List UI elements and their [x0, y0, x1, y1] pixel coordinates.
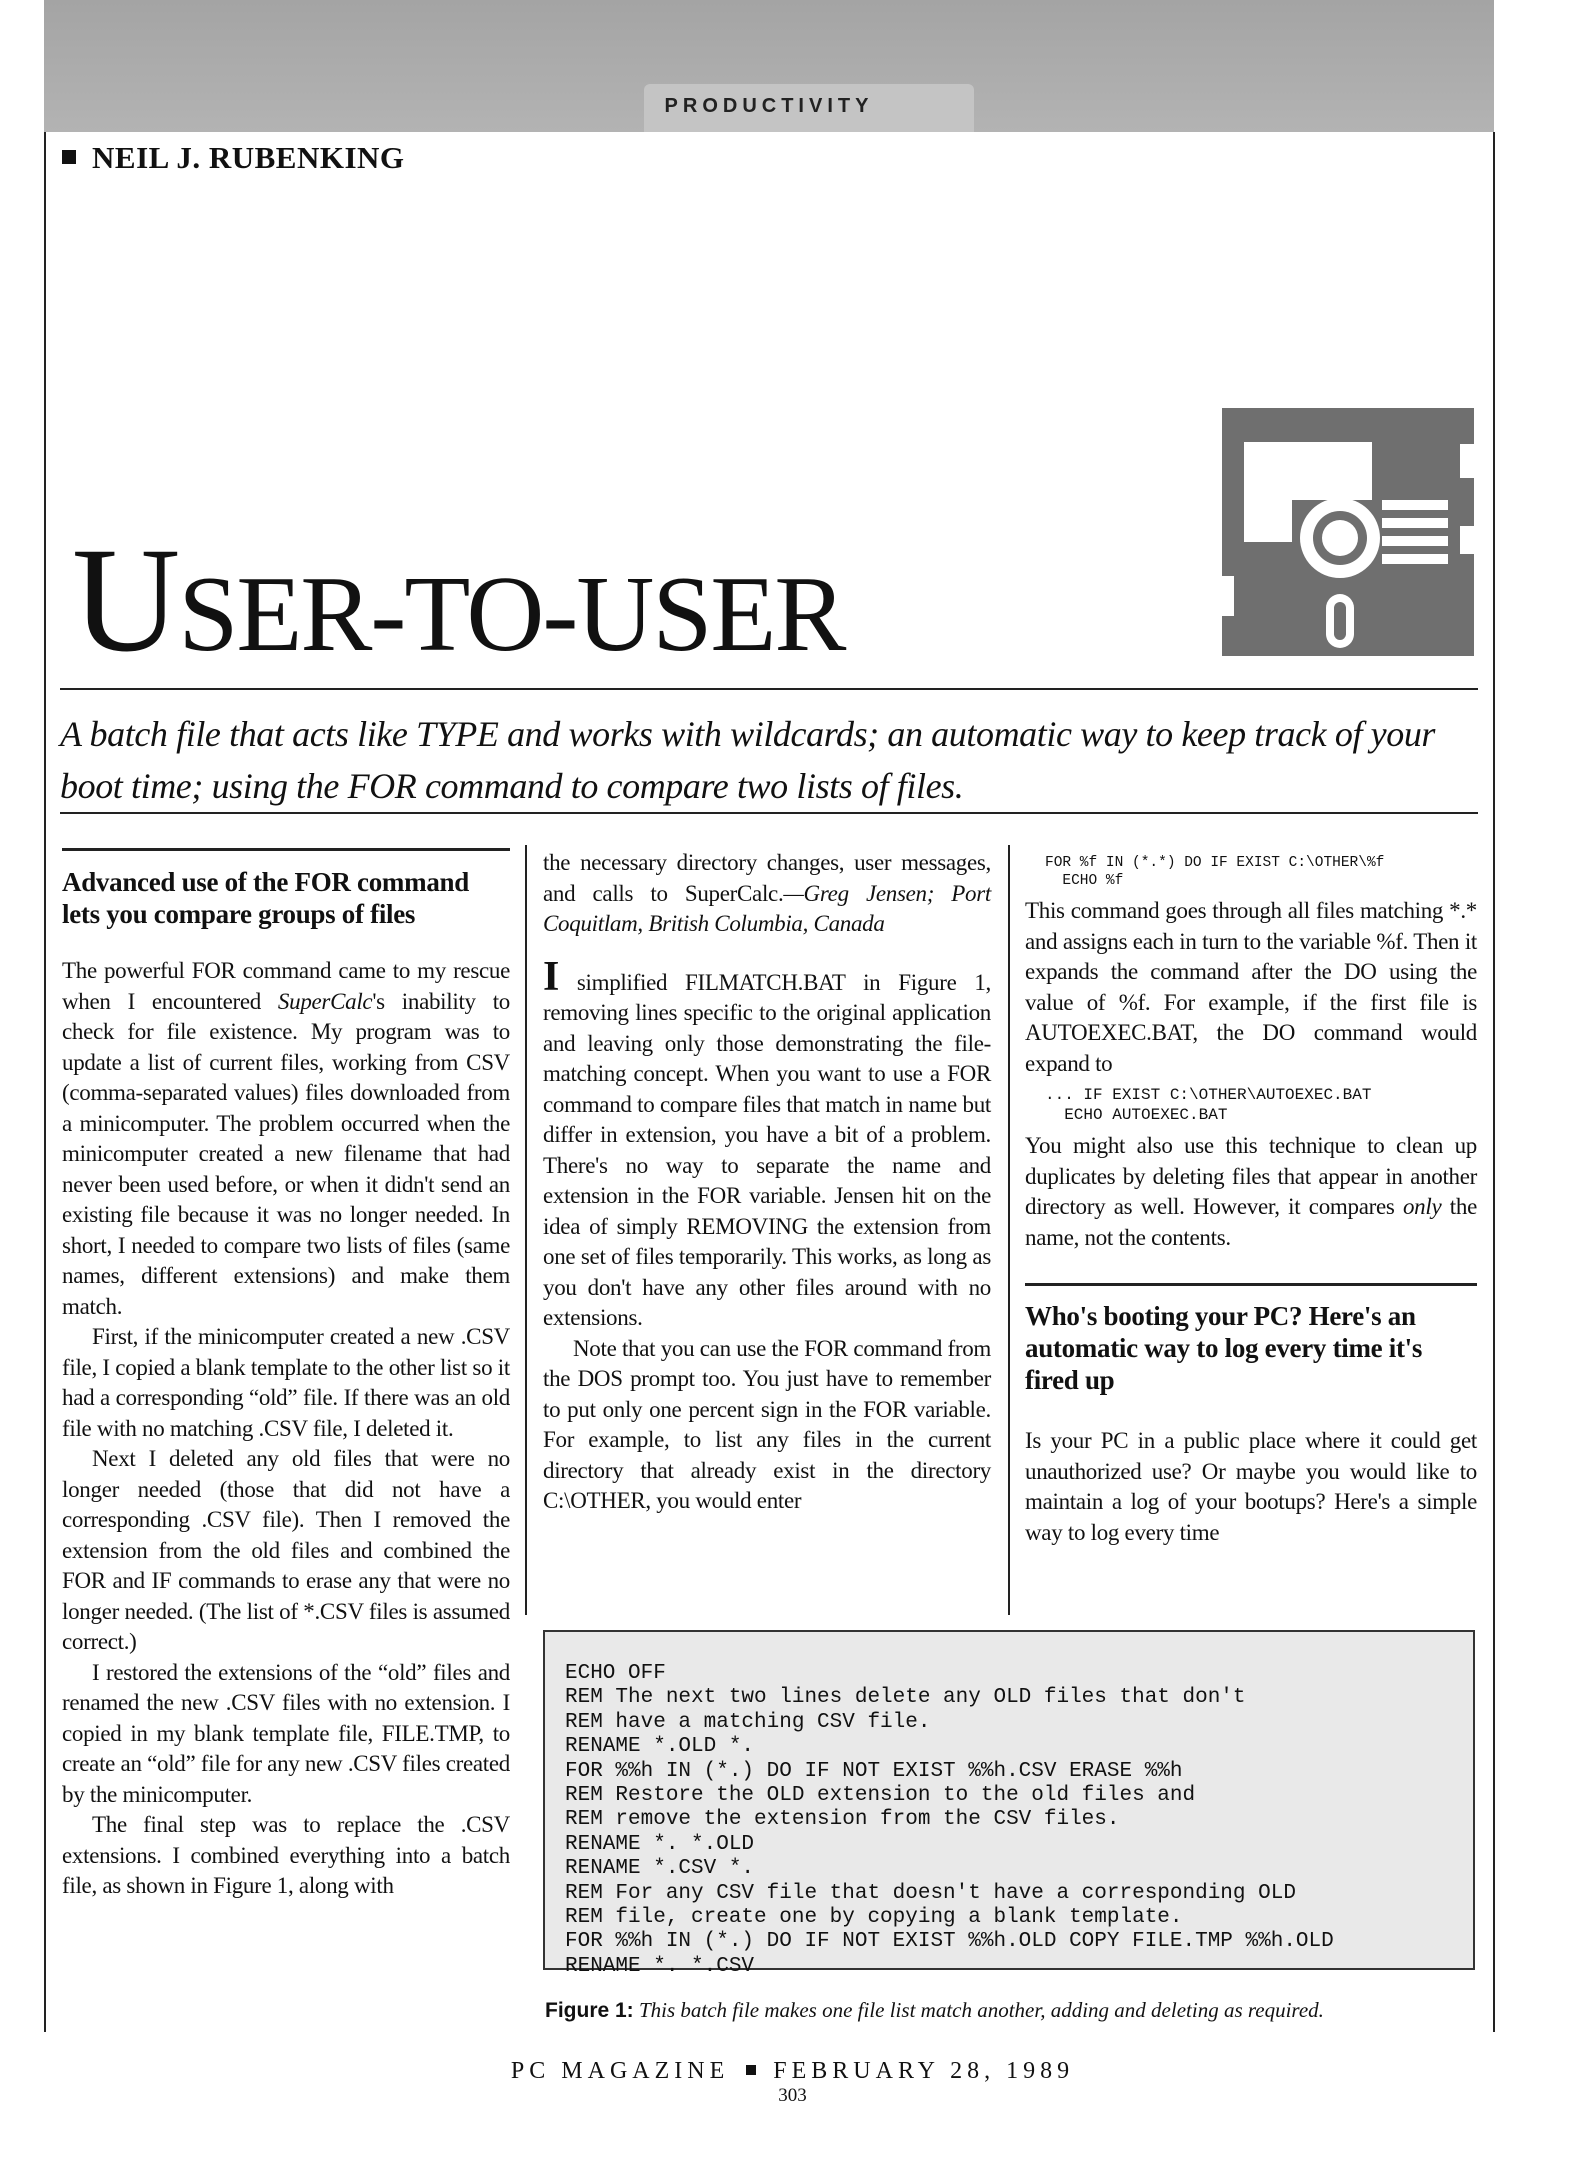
text-run: 's inability to check for file existence. My program was to update a list of current files, working from CSV (comma-separated values) files downloaded from a minicomputer. The problem occurred when the minicomputer created a new filename that had never been used before, or when it didn't send an existing file because it was no longer needed. In short, I needed to compare two lists of files (same names, different extensions) and make them match. [62, 988, 510, 1319]
code-line: REM remove the extension from the CSV files. [565, 1808, 1120, 1832]
code-line: REM The next two lines delete any OLD files that don't [565, 1686, 1246, 1710]
signature: —Greg Jensen; Port Coquitlam, British Columbia, Canada [543, 880, 991, 936]
paragraph: This command goes through all files matching *.* and assigns each in turn to the variable %f. Then it expands the command after the DO using the value of %f. For example, if the first file is AUTOEXEC.BAT, the DO command would expand to [1025, 898, 1477, 1076]
paragraph: Next I deleted any old files that were no longer needed (those that did not have a corresponding .CSV file). Then I removed the extension from the old files and combined the FOR and IF commands to erase any that were no longer needed. (The list of *.CSV files is assumed correct.) [62, 1446, 510, 1654]
section-heading: Advanced use of the FOR command lets you compare groups of files [62, 867, 469, 929]
bullet-square-icon [62, 150, 76, 164]
paragraph: Note that you can use the FOR command from the DOS prompt too. You just have to remember to put only one percent sign in the FOR variable. For example, to list any files in the current directory that already exist in the directory C:\OTHER, you would enter [543, 1335, 991, 1513]
initial-cap: I [543, 953, 560, 1000]
code-line: REM For any CSV file that doesn't have a corresponding OLD [565, 1881, 1296, 1905]
title-rest: SER-TO-USER [178, 555, 845, 674]
paragraph [543, 848, 991, 940]
column-rule [62, 848, 510, 851]
magazine-name: PC MAGAZINE [510, 2058, 730, 2084]
text-run: the name, not the contents. [1025, 1194, 1477, 1250]
text-emphasis: only [1402, 1194, 1442, 1219]
paragraph: The final step was to replace the .CSV extensions. I combined everything into a batch file, as shown in Figure 1, along with [62, 1812, 510, 1898]
code-line: RENAME *.CSV *. [565, 1857, 755, 1881]
deck-rule [60, 812, 1478, 814]
frame-left-rule [44, 132, 46, 2032]
text-run: The powerful FOR command came to my rescue when I encountered [62, 958, 510, 1014]
code-line: FOR %%h IN (*.) DO IF NOT EXIST %%h.CSV ERASE %%h [565, 1759, 1183, 1783]
text-emphasis: SuperCalc [277, 988, 373, 1014]
deck-subtitle: A batch file that acts like TYPE and works with wildcards; an automatic way to keep track of your boot time; using the FOR command to compare two lists of files. [60, 714, 1436, 806]
text-run: You might also use this technique to clean up duplicates by deleting files that appear in another directory as well. However, it compares [1025, 1133, 1477, 1219]
title-rule [60, 688, 1478, 690]
paragraph: Is your PC in a public place where it could get unauthorized use? Or maybe you would like to maintain a log of your bootups? Here's a simple way to log every time [1025, 1428, 1477, 1545]
figure-caption [545, 1998, 1485, 2023]
code-line: REM file, create one by copying a blank template. [565, 1906, 1183, 1930]
author-name: NEIL J. RUBENKING [92, 140, 405, 175]
section-label: PRODUCTIVITY [664, 95, 874, 117]
code-snippet: ... IF EXIST C:\OTHER\AUTOEXEC.BAT ECHO AUTOEXEC.BAT [1045, 1086, 1372, 1124]
issue-date: FEBRUARY 28, 1989 [773, 2058, 1075, 2084]
code-line: REM have a matching CSV file. [565, 1710, 931, 1734]
title-initial: U [72, 517, 179, 683]
code-line: RENAME *.OLD *. [565, 1735, 755, 1759]
user-to-user-logo-icon [1222, 408, 1478, 656]
paragraph [1025, 1131, 1477, 1253]
page-number: 303 [778, 2085, 807, 2106]
paragraph [62, 956, 510, 1322]
column-3 [1025, 848, 1477, 1548]
code-snippet: FOR %f IN (*.*) DO IF EXIST C:\OTHER\%f ECHO %f [1045, 855, 1385, 889]
column-2 [543, 848, 991, 1517]
code-listing [565, 1662, 1473, 1979]
code-line: ECHO OFF [565, 1662, 666, 1685]
paragraph: I restored the extensions of the “old” files and renamed the new .CSV files with no extension. I copied in my blank template file, FILE.TMP, to create an “old” file for any new .CSV files created by the minicomputer. [62, 1659, 510, 1807]
code-line: RENAME *. *.CSV [565, 1954, 755, 1978]
text-run: simplified FILMATCH.BAT in Figure 1, removing lines specific to the original application and leaving only those demonstrating the file-matching concept. When you want to use a FOR command to compare files that match in name but differ in extension, you have a bit of a problem. There's no way to separate the name and extension in the FOR variable. Jensen hit on the idea of simply REMOVING the extension from one set of files temporarily. This works, as long as you don't have any other files around with no extensions. [543, 969, 991, 1330]
text-run: the necessary directory changes, user messages, and calls to SuperCalc. [543, 850, 991, 906]
section-heading: Who's booting your PC? Here's an automatic way to log every time it's fired up [1025, 1301, 1423, 1395]
code-line: RENAME *. *.OLD [565, 1832, 755, 1856]
paragraph: First, if the minicomputer created a new .CSV file, I copied a blank template to the other list so it had a corresponding “old” file. If there was an old file with no matching .CSV file, I deleted it. [62, 1324, 510, 1441]
column-divider [1008, 845, 1010, 1615]
paragraph [543, 953, 991, 1334]
column-1 [62, 866, 510, 1902]
bullet-square-icon [746, 2065, 756, 2075]
page-footer [0, 2058, 1585, 2085]
code-line: REM Restore the OLD extension to the old files and [565, 1784, 1196, 1808]
column-divider [525, 845, 527, 1615]
frame-right-rule [1493, 132, 1495, 2032]
byline [62, 140, 405, 176]
caption-text: This batch file makes one file list match another, adding and deleting as required. [633, 1998, 1324, 2022]
figure-1-code-box [543, 1630, 1475, 1978]
page-title [72, 517, 845, 683]
caption-label: Figure 1: [545, 1999, 634, 2022]
code-line: FOR %%h IN (*.) DO IF NOT EXIST %%h.OLD COPY FILE.TMP %%h.OLD [565, 1930, 1334, 1954]
